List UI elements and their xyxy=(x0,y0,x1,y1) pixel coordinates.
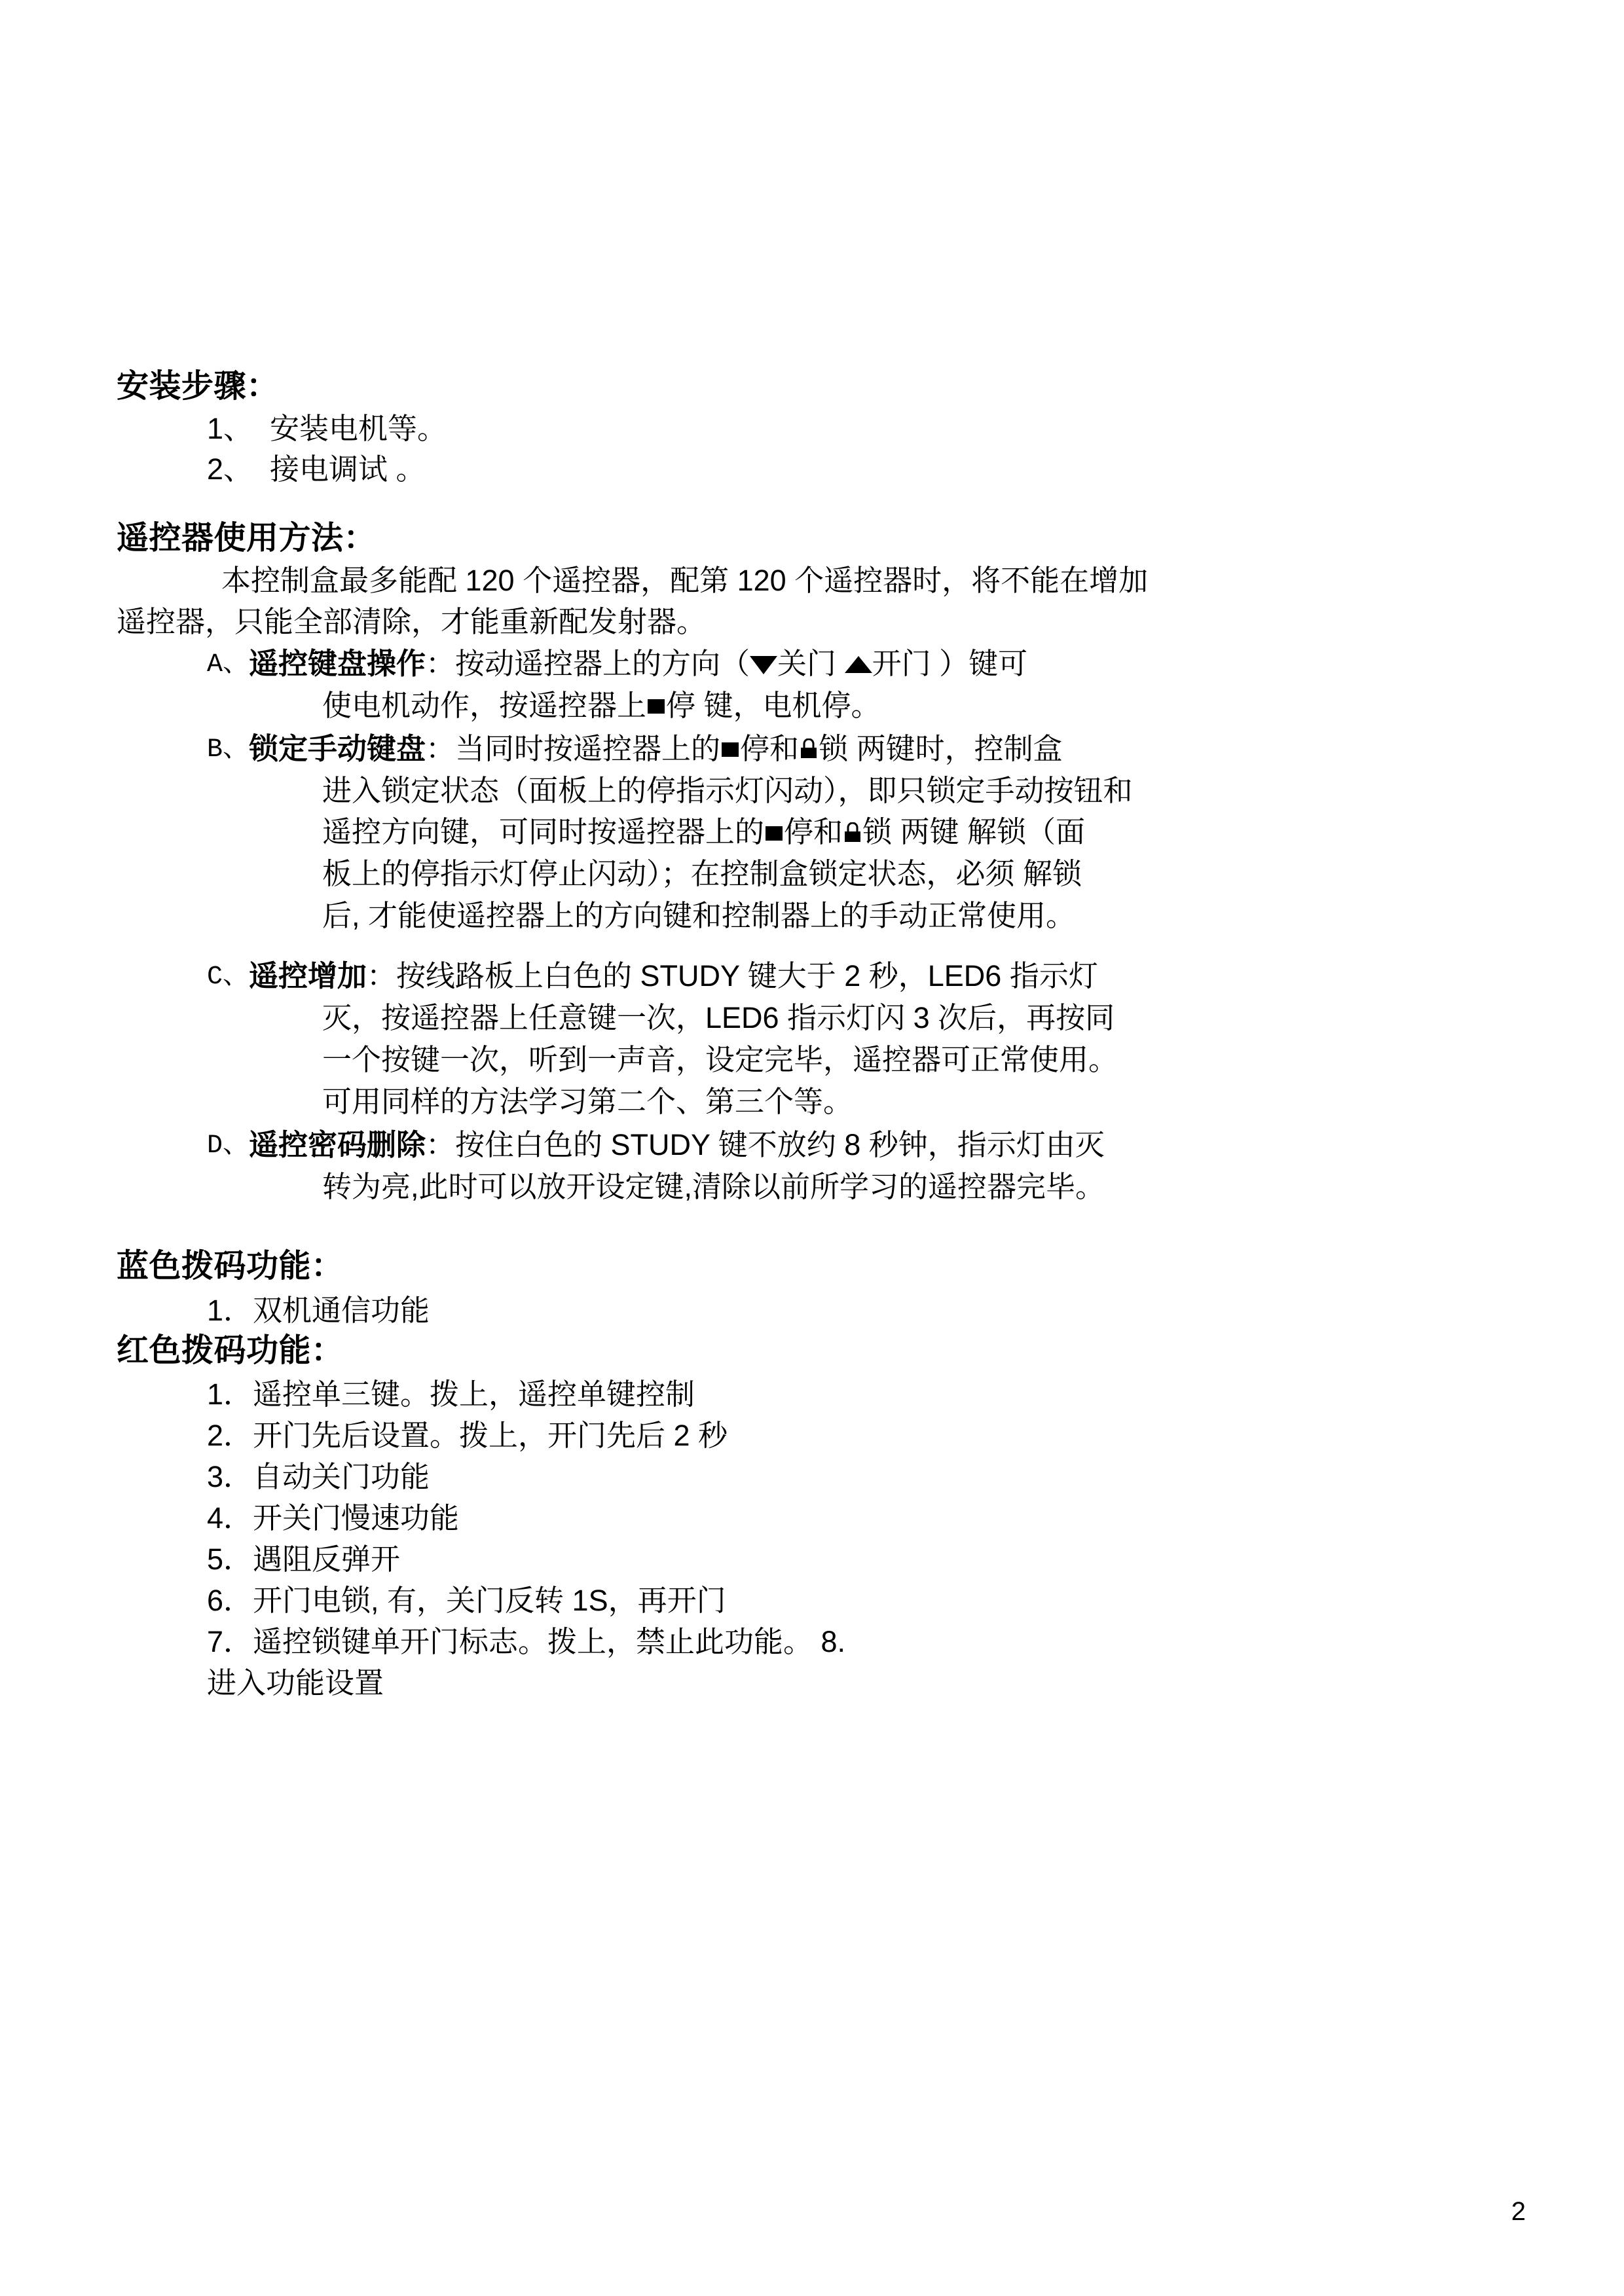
list-item xyxy=(117,1290,1526,1331)
remote-item-c xyxy=(117,955,1526,1123)
line-text: ：按住白色的 STUDY 键不放约 8 秒钟，指示灯由灭 xyxy=(426,1127,1105,1161)
list-marker: 7． xyxy=(207,1624,253,1658)
red-dip-trailing-text: 进入功能设置 xyxy=(207,1666,384,1700)
line xyxy=(249,811,1526,853)
lock-icon xyxy=(799,738,819,761)
list-text xyxy=(249,955,1526,1123)
section-heading-blue-dip: 蓝色拨码功能： xyxy=(117,1248,344,1285)
list-text: 遥控单三键。拨上，遥控单键控制 xyxy=(253,1377,695,1411)
line xyxy=(249,728,1526,770)
line: 后, 才能使遥控器上的方向键和控制器上的手动正常使用。 xyxy=(322,899,1076,933)
list-item xyxy=(117,409,1526,448)
page-number: 2 xyxy=(1511,2197,1526,2226)
square-stop-icon xyxy=(764,824,784,843)
list-text: 双机通信功能 xyxy=(253,1293,430,1327)
line: 转为亮,此时可以放开设定键,清除以前所学习的遥控器完毕。 xyxy=(322,1169,1105,1203)
list-text: 开门电锁, 有，关门反转 1S，再开门 xyxy=(253,1583,726,1617)
list-marker: D、 xyxy=(207,1131,249,1161)
line: 一个按键一次，听到一声音，设定完毕，遥控器可正常使用。 xyxy=(322,1042,1118,1076)
triangle-up-icon xyxy=(845,653,872,676)
item-title: 锁定手动键盘 xyxy=(249,731,426,765)
list-item xyxy=(117,1539,1526,1580)
list-item xyxy=(117,1497,1526,1539)
list-text: 自动关门功能 xyxy=(253,1459,430,1493)
list-item xyxy=(117,450,1526,488)
line-text: ：按动遥控器上的方向（ xyxy=(426,646,750,680)
list-item xyxy=(117,1456,1526,1497)
remote-intro-line-2: 遥控器，只能全部清除，才能重新配发射器。 xyxy=(117,604,707,638)
list-text: 开门先后设置。拨上，开门先后 2 秒 xyxy=(253,1418,728,1452)
line-text: 开门 ）键可 xyxy=(872,646,1028,680)
section-heading-red-dip: 红色拨码功能： xyxy=(117,1332,344,1368)
square-stop-icon xyxy=(646,697,666,716)
list-text: 接电调试 。 xyxy=(270,452,426,486)
triangle-down-icon xyxy=(750,653,777,676)
remote-item-a xyxy=(117,643,1526,727)
item-title: 遥控键盘操作 xyxy=(249,646,426,680)
line: 可用同样的方法学习第二个、第三个等。 xyxy=(322,1084,853,1118)
lock-icon xyxy=(843,822,862,845)
list-marker: A、 xyxy=(207,649,249,680)
line-text: 锁 两键 解锁（面 xyxy=(862,815,1086,849)
line xyxy=(249,955,1526,997)
list-marker: 3． xyxy=(207,1459,253,1493)
list-text: 安装电机等。 xyxy=(270,412,447,446)
item-title: 遥控密码删除 xyxy=(249,1127,426,1161)
line: 板上的停指示灯停止闪动）；在控制盒锁定状态，必须 解锁 xyxy=(322,857,1082,891)
remote-item-d xyxy=(117,1124,1526,1208)
list-item xyxy=(117,1374,1526,1415)
line-text: 遥控方向键，可同时按遥控器上的 xyxy=(322,815,765,849)
list-marker: C、 xyxy=(207,962,249,993)
list-item xyxy=(117,1415,1526,1456)
line xyxy=(249,685,1526,727)
line-text: 使电机动作，按遥控器上 xyxy=(322,688,647,722)
square-stop-icon xyxy=(720,740,740,759)
list-text: 开关门慢速功能 xyxy=(253,1501,460,1535)
list-marker: 4． xyxy=(207,1501,253,1535)
list-marker: 2、 xyxy=(207,452,253,486)
remote-item-b xyxy=(117,728,1526,937)
list-text: 遥控锁键单开门标志。拨上，禁止此功能。 8. xyxy=(253,1624,846,1658)
line-text: ：当同时按遥控器上的 xyxy=(426,731,721,765)
line-text: ：按线路板上白色的 STUDY 键大于 2 秒，LED6 指示灯 xyxy=(367,959,1098,993)
list-text xyxy=(249,1124,1526,1208)
line-text: 停和 xyxy=(740,731,800,765)
section-heading-remote: 遥控器使用方法： xyxy=(117,520,377,556)
list-text xyxy=(249,643,1526,727)
list-marker: 1． xyxy=(207,1293,253,1327)
remote-intro-line-1: 本控制盒最多能配 120 个遥控器，配第 120 个遥控器时，将不能在增加 xyxy=(221,564,1149,598)
line-text: 停 键，电机停。 xyxy=(666,688,881,722)
item-title: 遥控增加 xyxy=(249,959,367,993)
line-text: 关门 xyxy=(777,646,837,680)
list-item xyxy=(117,1580,1526,1621)
line xyxy=(249,643,1526,685)
list-text xyxy=(249,728,1526,937)
section-heading-install: 安装步骤： xyxy=(117,369,279,404)
list-text: 遇阻反弹开 xyxy=(253,1542,401,1576)
line: 灭，按遥控器上任意键一次，LED6 指示灯闪 3 次后，再按同 xyxy=(322,1001,1115,1034)
line xyxy=(249,1124,1526,1166)
list-marker: 5． xyxy=(207,1542,253,1576)
line-text: 停和 xyxy=(784,815,843,849)
line: 进入锁定状态（面板上的停指示灯闪动），即只锁定手动按钮和 xyxy=(322,773,1133,807)
list-marker: B、 xyxy=(207,735,249,765)
list-marker: 2． xyxy=(207,1418,253,1452)
list-item xyxy=(117,1621,1526,1662)
list-marker: 1． xyxy=(207,1377,253,1411)
list-marker: 1、 xyxy=(207,412,253,446)
line-text: 锁 两键时，控制盒 xyxy=(819,731,1063,765)
list-marker: 6． xyxy=(207,1583,253,1617)
